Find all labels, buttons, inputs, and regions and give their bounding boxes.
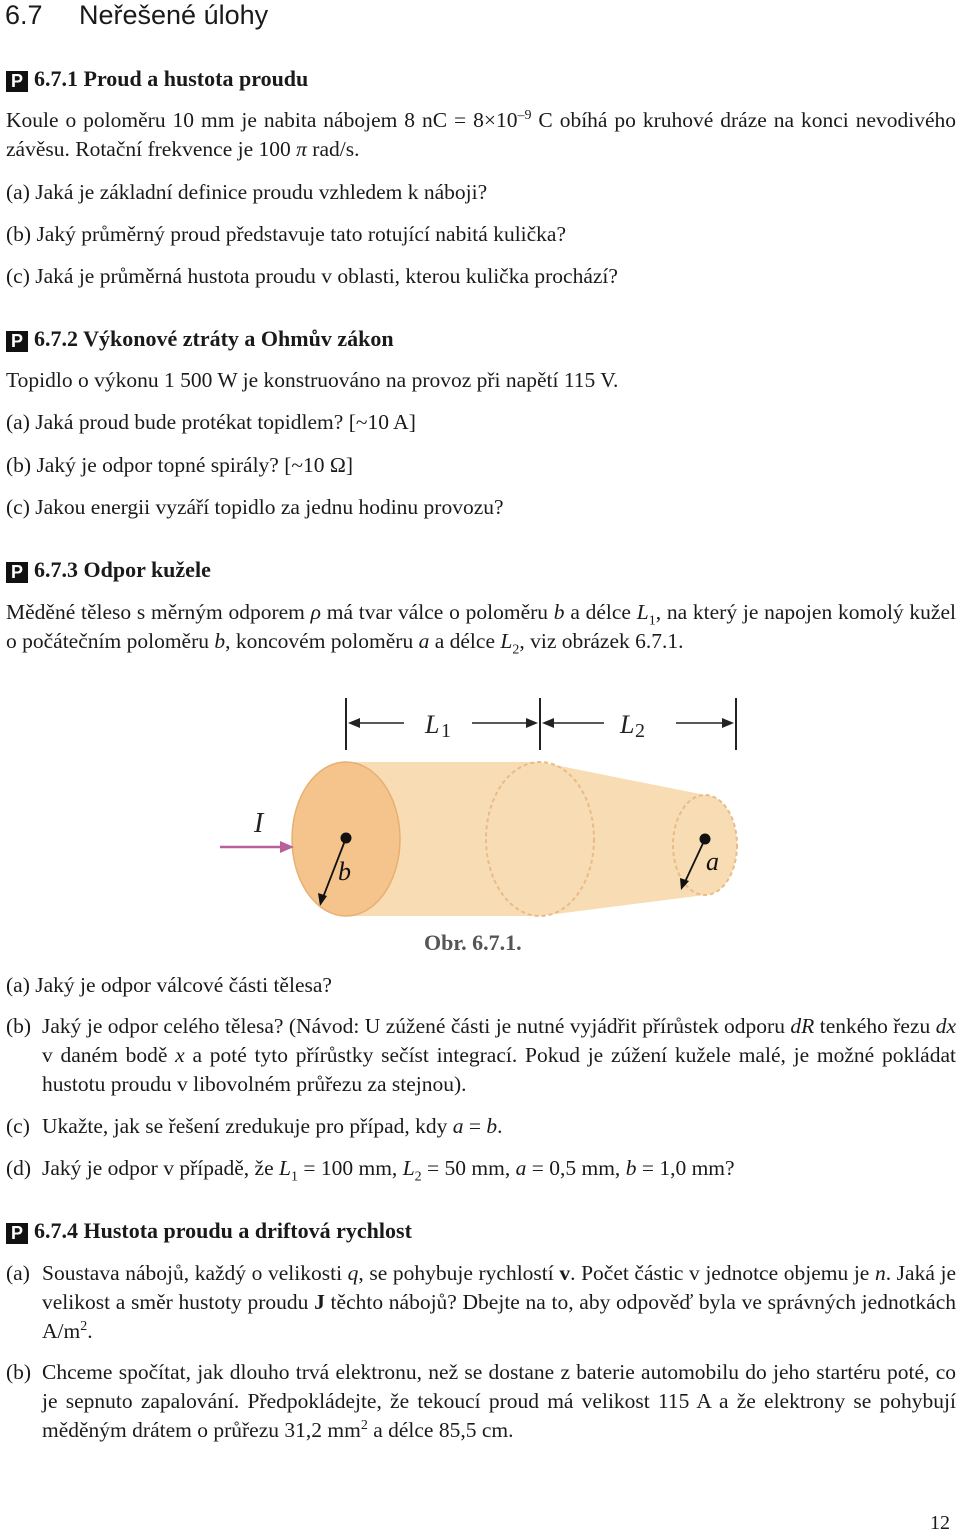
section-heading <box>5 0 268 32</box>
label-L1: L <box>425 710 440 739</box>
section-title: Neřešené úlohy <box>79 0 269 30</box>
label-a: a <box>706 847 719 876</box>
problem-1-part-a: (a) Jaká je základní definice proudu vzhledem k náboji? <box>6 180 488 204</box>
problem-icon: P <box>6 331 28 352</box>
problem-4-part-a: (a) Soustava nábojů, každý o velikosti q, se pohybuje rychlostí v. Počet částic v jednotce objemu je n. Jaká je velikost a směr hustoty proudu J těchto nábojů? Dbejte na to, aby odpověď byla ve správných jednotkách $A/m^2$. <box>6 1261 956 1343</box>
problem-3-part-d: (d) Jaký je odpor v případě, že $L_1 = 100$ mm, $L_2 = 50$ mm, a = 0,5 mm, b = 1,0 mm? <box>6 1156 735 1185</box>
problem-heading-3 <box>6 556 211 584</box>
problem-3-part-c: (c) Ukažte, jak se řešení zredukuje pro případ, kdy a = b. <box>6 1114 503 1138</box>
section-number: 6.7 <box>5 0 43 30</box>
arrow-head-L2-left <box>542 718 554 728</box>
figure-cone-diagram <box>210 690 770 950</box>
cone-svg <box>210 690 770 950</box>
problem-4-part-b: (b) Chceme spočítat, jak dlouho trvá elektronu, než se dostane z baterie automobilu do jeho startéru poté, co je sepnuto zapalování. Předpokládejte, že tekoucí proud má velikost 115 A a že elektrony se pohybují měděným drátem o průřezu 31,2 $mm^2$ a délce 85,5 cm. <box>6 1360 956 1442</box>
problem-icon: P <box>6 562 28 583</box>
label-L1-sub: 1 <box>441 720 451 742</box>
problem-2-part-b: (b) Jaký je odpor topné spirály? [~10 Ω] <box>6 453 354 477</box>
problem-icon: P <box>6 71 28 92</box>
label-I: I <box>254 808 264 839</box>
problem-1-part-b: (b) Jaký průměrný proud představuje tato rotující nabitá kulička? <box>6 222 567 246</box>
problem-title: 6.7.1 Proud a hustota proudu <box>34 66 309 91</box>
problem-heading-4 <box>6 1217 412 1245</box>
problem-heading-1 <box>6 65 308 93</box>
problem-title: 6.7.4 Hustota proudu a driftová rychlost <box>34 1218 412 1243</box>
problem-3-part-b: (b) Jaký je odpor celého tělesa? (Návod: U zúžené části je nutné vyjádřit přírůstek odporu dR tenkého řezu dx v daném bodě x a poté tyto přírůstky sečíst integrací. Pokud je zúžení kužele malé, je možné pokládat hustotu proudu v libovolném průřezu za stejnou). <box>6 1014 956 1096</box>
problem-3-intro: Měděné těleso s měrným odporem ρ má tvar válce o poloměru b a délce $L_1$, na který je napojen komolý kužel o počátečním poloměru b, koncovém poloměru a a délce $L_2$, viz obrázek 6.7.1. <box>6 600 956 658</box>
problem-2-intro: Topidlo o výkonu 1 500 W je konstruováno na provoz při napětí 115 V. <box>6 368 619 392</box>
problem-icon: P <box>6 1223 28 1244</box>
label-L2-sub: 2 <box>635 720 645 742</box>
problem-heading-2 <box>6 325 394 353</box>
label-b: b <box>338 857 351 886</box>
arrow-head-L1-left <box>348 718 360 728</box>
problem-title: 6.7.3 Odpor kužele <box>34 557 211 582</box>
problem-2-part-a: (a) Jaká proud bude protékat topidlem? [~10 A] <box>6 410 416 434</box>
figure-caption: Obr. 6.7.1. <box>424 930 522 955</box>
problem-title: 6.7.2 Výkonové ztráty a Ohmův zákon <box>34 326 394 351</box>
arrow-head-L1-right <box>526 718 538 728</box>
arrow-head-L2-right <box>722 718 734 728</box>
problem-2-part-c: (c) Jakou energii vyzáří topidlo za jednu hodinu provozu? <box>6 495 504 519</box>
problem-3-part-a: (a) Jaký je odpor válcové části tělesa? <box>6 973 332 997</box>
page-number: 12 <box>930 1512 950 1534</box>
problem-1-intro: Koule o poloměru 10 mm je nabita nábojem 8 nC = $8\times 10^{-9}$ C obíhá po kruhové dráze na konci nevodivého závěsu. Rotační frekvence je 100 π rad/s. <box>6 107 956 161</box>
problem-1-part-c: (c) Jaká je průměrná hustota proudu v oblasti, kterou kulička prochází? <box>6 264 618 288</box>
label-L2: L <box>620 710 635 739</box>
